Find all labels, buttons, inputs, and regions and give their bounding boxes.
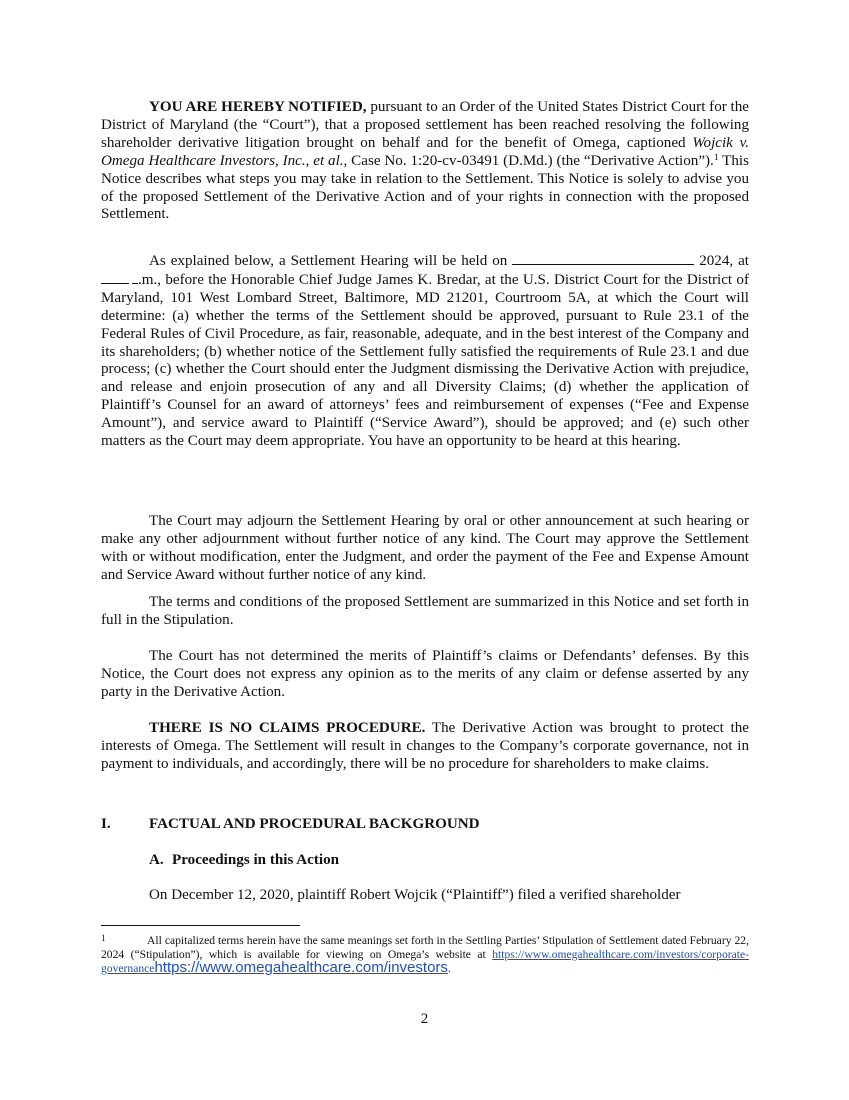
claims-text: The Derivative Action was brought to protect the interests of Omega. The Settlement will result in changes to the Company’s corporate governance, not in payment to individuals, and accordingly, there will be no procedure for shareholders to make claims. (101, 720, 749, 772)
proceedings-paragraph: On December 12, 2020, plaintiff Robert Wojcik (“Plaintiff”) filed a verified shareholder (149, 887, 681, 903)
notice-lead: YOU ARE HEREBY NOTIFIED, (149, 99, 367, 115)
investors-link[interactable]: https://www.omegahealthcare.com/investors (154, 959, 448, 977)
terms-paragraph: The terms and conditions of the proposed Settlement are summarized in this Notice and set forth in full in the Stipulation. (101, 594, 749, 628)
section-title: FACTUAL AND PROCEDURAL BACKGROUND (149, 816, 480, 832)
notice-text-3: This Notice describes what steps you may take in relation to the Settlement. This Notice is solely to advise you of the proposed Settlement of the Derivative Action and of your rights in connection with the proposed Settlement. (101, 152, 749, 223)
page-number: 2 (420, 1011, 429, 1027)
hearing-date-blank (512, 252, 694, 265)
merits-paragraph: The Court has not determined the merits of Plaintiff’s claims or Defendants’ defenses. By this Notice, the Court does not express any opinion as to the merits of any claim or defense asserted by any party in the Derivative Action. (101, 648, 749, 700)
governance-link[interactable]: https://www.omegahealthcare.com/investors/corporate-governance (101, 947, 749, 976)
notice-paragraph (101, 99, 749, 224)
claims-lead: THERE IS NO CLAIMS PROCEDURE. (149, 720, 426, 736)
footnote-reference[interactable]: 1 (713, 152, 719, 163)
hearing-paragraph (101, 252, 749, 451)
case-name: Wojcik v. Omega Healthcare Investors, Inc., et al. (101, 134, 749, 169)
section-number: I. (101, 816, 111, 832)
notice-text-2: , Case No. 1:20-cv-03491 (D.Md.) (the “Derivative Action”). (343, 152, 714, 169)
footnote-text: All capitalized terms herein have the same meanings set forth in the Settling Parties’ Stipulation of Settlement dated February 22, 2024 (“Stipulation”), which is available for viewing on Omega’s website at (101, 934, 749, 961)
claims-paragraph (101, 720, 749, 774)
hearing-text: As explained below, a Settlement Hearing will be held on (149, 253, 513, 269)
footnote-separator (101, 925, 300, 926)
footnote-number: 1 (101, 933, 106, 943)
hearing-time-blank (101, 271, 129, 284)
footnote (101, 932, 749, 976)
subsection-title: Proceedings in this Action (172, 852, 340, 868)
subsection-letter: A. (149, 852, 164, 868)
notice-text: pursuant to an Order of the United States District Court for the District of Maryland (the “Court”), that a proposed settlement has been reached resolving the following shareholder derivative litigation brought on behalf and for the benefit of Omega, captioned (101, 99, 749, 151)
hearing-text-3: .m., before the Honorable Chief Judge James K. Bredar, at the U.S. District Court for the District of Maryland, 101 West Lombard Street, Baltimore, MD 21201, Courtroom 5A, at which the Court will determine: (a) whether the terms of the Settlement should be approved, pursuant to Rule 23.1 of the Federal Rules of Civil Procedure, as fair, reasonable, adequate, and in the best interest of the Company and its shareholders; (b) whether notice of the Settlement fully satisfied the requirements of Rule 23.1 and due process; (c) whether the Court should enter the Judgment dismissing the Derivative Action with prejudice, and release and enjoin prosecution of any and all Diversity Claims; (d) whether the application of Plaintiff’s Counsel for an award of attorneys’ fees and reimbursement of expenses (“Fee and Expense Amount”), and service award to Plaintiff (“Service Award”), should be approved; and (e) such other matters as the Court may deem appropriate. You have an opportunity to be heard at this hearing. (101, 271, 749, 450)
footnote-end: . (447, 962, 451, 976)
adjourn-paragraph: The Court may adjourn the Settlement Hearing by oral or other announcement at such hearing or make any other adjournment without further notice of any kind. The Court may approve the Settlement with or without modification, enter the Judgment, and order the payment of the Fee and Expense Amount and Service Award without further notice of any kind. (101, 513, 749, 583)
hearing-text-2: 2024, at (694, 253, 749, 269)
